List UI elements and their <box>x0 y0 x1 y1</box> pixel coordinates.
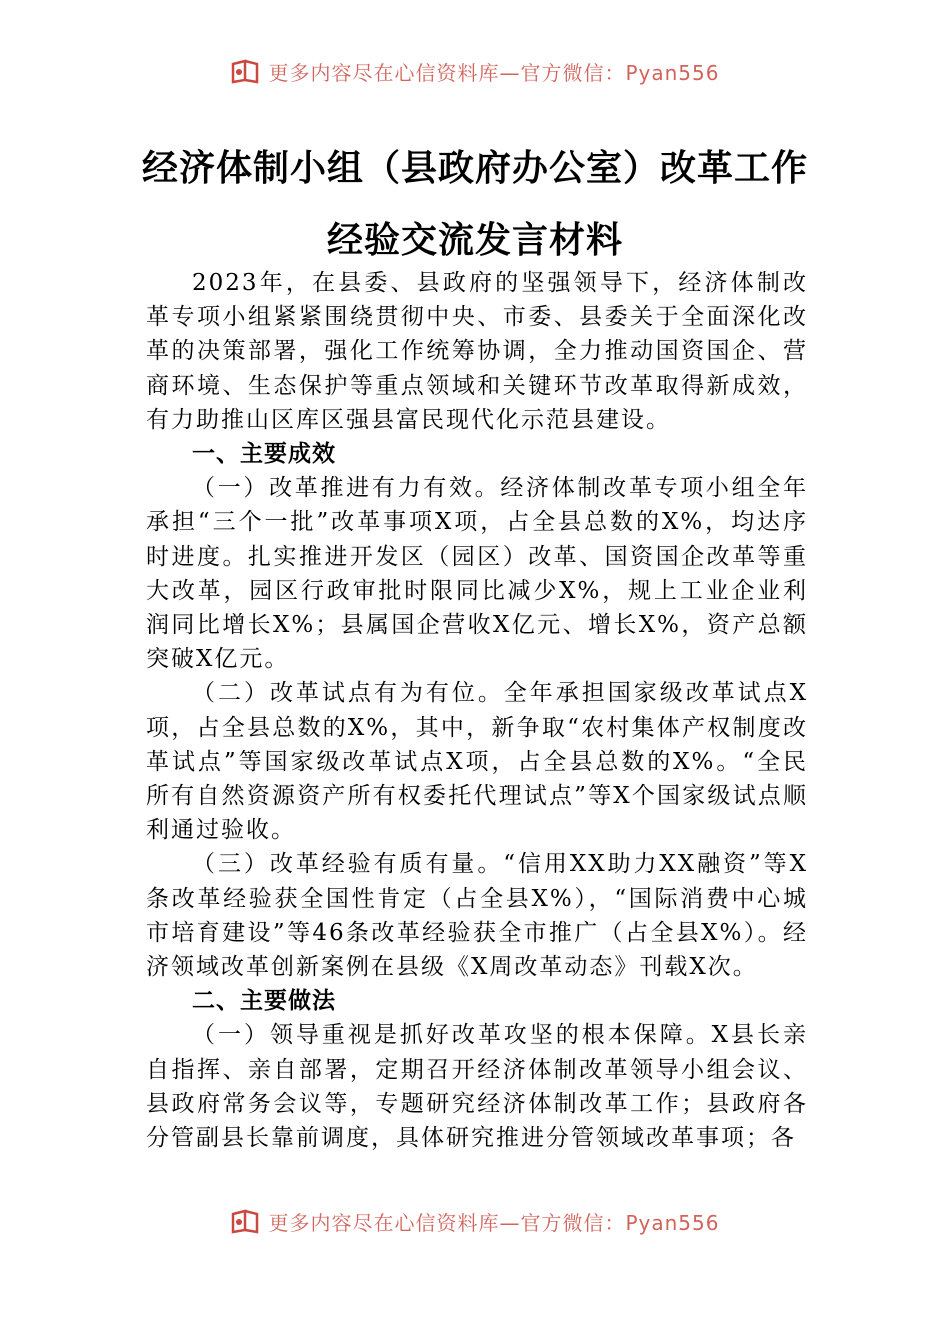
section-heading-achievements: 一、主要成效 <box>192 441 336 468</box>
watermark-text: 更多内容尽在心信资料库—官方微信：Pyan556 <box>268 60 720 85</box>
document-title-line-1: 经济体制小组（县政府办公室）改革工作 <box>141 147 808 189</box>
watermark-text: 更多内容尽在心信资料库—官方微信：Pyan556 <box>268 1210 720 1235</box>
body-paragraph: （三）改革经验有质有量。“信用XX助力XX融资”等X条改革经验获全国性肯定（占全县X%），“国际消费中心城市培育建设”等46条改革经验获全市推广（占全县X%）。经济领域改革创新案例在县级《X周改革动态》刊载X次。 <box>146 851 808 981</box>
body-paragraph: （一）改革推进有力有效。经济体制改革专项小组全年承担“三个一批”改革事项X项，占全县总数的X%，均达序时进度。扎实推进开发区（园区）改革、国资国企改革等重大改革，园区行政审批时限同比减少X%，规上工业企业利润同比增长X%；县属国企营收X亿元、增长X%，资产总额突破X亿元。 <box>146 475 808 673</box>
intro-paragraph: 2023年，在县委、县政府的坚强领导下，经济体制改革专项小组紧紧围绕贯彻中央、市委、县委关于全面深化改革的决策部署，强化工作统筹协调，全力推动国资国企、营商环境、生态保护等重点领域和关键环节改革取得新成效，有力助推山区库区强县富民现代化示范县建设。 <box>146 270 808 433</box>
section-heading-methods: 二、主要做法 <box>192 988 336 1015</box>
watermark-header <box>0 54 950 88</box>
document-logo-icon <box>230 1208 260 1234</box>
document-title-line-2: 经验交流发言材料 <box>326 219 623 261</box>
watermark-footer <box>0 1204 950 1238</box>
document-logo-icon <box>230 58 260 84</box>
body-paragraph: （二）改革试点有为有位。全年承担国家级改革试点X项，占全县总数的X%，其中，新争取“农村集体产权制度改革试点”等国家级改革试点X项，占全县总数的X%。“全民所有自然资源资产所有权委托代理试点”等X个国家级试点顺利通过验收。 <box>146 680 808 844</box>
document-body <box>146 266 808 1206</box>
body-paragraph: （一）领导重视是抓好改革攻坚的根本保障。X县长亲自指挥、亲自部署，定期召开经济体制改革领导小组会议、县政府常务会议等，专题研究经济体制改革工作；县政府各分管副县长靠前调度，具体研究推进分管领域改革事项；各 <box>146 1022 808 1152</box>
